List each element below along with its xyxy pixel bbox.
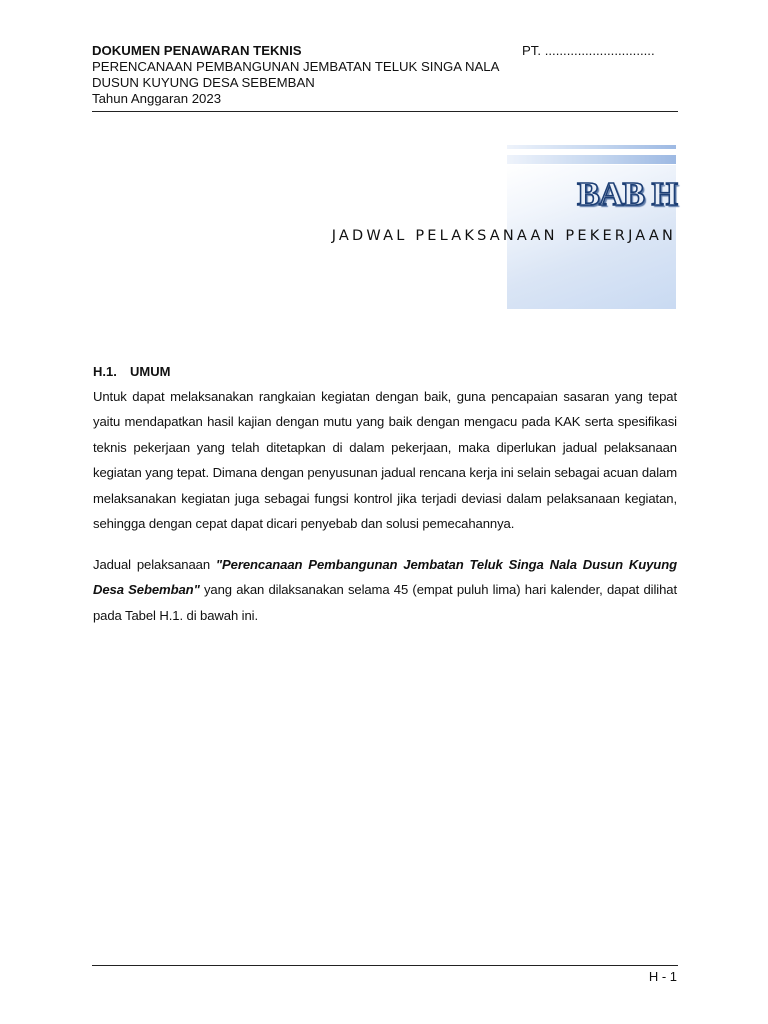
project-title-emphasis: "Perencanaan Pembangunan Jembatan Teluk Singa Nala Dusun Kuyung Desa Sebemban" <box>93 557 677 598</box>
company-name: PT. .............................. <box>522 43 655 58</box>
footer-divider <box>92 965 678 966</box>
paragraph-schedule <box>93 552 677 628</box>
project-name-line-2: DUSUN KUYUNG DESA SEBEMBAN <box>92 75 315 90</box>
section-title: UMUM <box>130 364 171 379</box>
paragraph-general: Untuk dapat melaksanakan rangkaian kegiatan dengan baik, guna pencapaian sasaran yang tepat yaitu mendapatkan hasil kajian dengan mutu yang baik dengan mengacu pada KAK serta spesifikasi teknis pekerjaan yang telah ditetapkan di dalam pekerjaan, maka diperlukan jadual pelaksanaan kegiatan yang tepat. Dimana dengan penyusunan jadual rencana kerja ini selain sebagai acuan dalam melaksanakan kegiatan juga sebagai fungsi kontrol jika terjadi deviasi dalam pelaksanaan kegiatan, sehingga dengan cepat dapat dicari penyebab dan solusi pemecahannya. <box>93 389 677 532</box>
page-header <box>92 43 678 112</box>
schedule-detail-text: yang akan dilaksanakan selama 45 (empat puluh lima) hari kalender, dapat dilihat pada Tabel H.1. di bawah ini. <box>93 582 677 623</box>
section-number: H.1. <box>93 364 117 379</box>
decorative-stripe-bottom <box>507 155 676 164</box>
page-number: H - 1 <box>648 969 677 984</box>
section-heading <box>93 364 170 379</box>
document-title: DOKUMEN PENAWARAN TEKNIS <box>92 43 302 58</box>
schedule-intro-text: Jadual pelaksanaan <box>93 557 216 572</box>
header-divider <box>92 111 678 112</box>
project-name-line-1: PERENCANAAN PEMBANGUNAN JEMBATAN TELUK SINGA NALA <box>92 59 500 74</box>
decorative-stripe-top <box>507 145 676 149</box>
chapter-title: JADWAL PELAKSANAAN PEKERJAAN <box>331 228 676 244</box>
chapter-label: BAB H <box>577 176 677 213</box>
header-document-info <box>92 43 499 107</box>
fiscal-year: Tahun Anggaran 2023 <box>92 91 222 106</box>
